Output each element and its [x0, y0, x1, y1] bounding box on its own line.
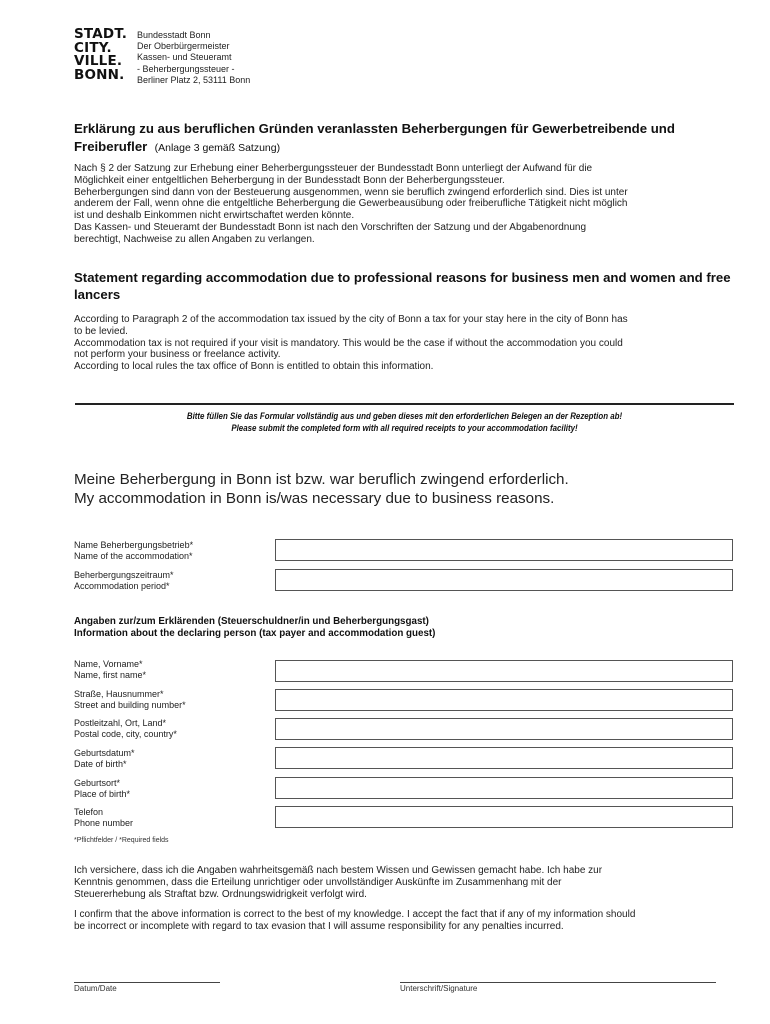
label-english: Street and building number* — [74, 699, 186, 710]
label-german: Straße, Hausnummer* — [74, 689, 164, 699]
address-line: - Beherbergungssteuer - — [137, 63, 235, 74]
english-intro-line: According to local rules the tax office of Bonn is entitled to obtain this information. — [74, 361, 434, 373]
label-german: Name, Vorname* — [74, 659, 143, 669]
date-of-birth-label — [74, 748, 135, 769]
label-english: Date of birth* — [74, 758, 127, 769]
city-logo — [74, 28, 127, 82]
confirmation-german — [74, 865, 602, 901]
label-german: Telefon — [74, 807, 104, 817]
german-intro-line: ist und deshalb Einkommen nicht erwirtschaftet werden könnte. — [74, 210, 355, 222]
confirmation-german-line: Steuererhebung als Straftat bzw. Ordnungswidrigkeit verfolgt wird. — [74, 889, 367, 900]
label-german: Name Beherbergungsbetrieb* — [74, 540, 194, 550]
sender-address — [137, 30, 250, 86]
postal-code-label — [74, 718, 177, 739]
confirmation-english — [74, 909, 635, 933]
section-divider — [75, 403, 734, 405]
name-label — [74, 659, 146, 680]
english-intro-line: not perform your business or freelance activity. — [74, 349, 281, 361]
label-english: Postal code, city, country* — [74, 728, 177, 739]
postal-code-input[interactable] — [275, 718, 733, 740]
signature-line[interactable] — [400, 982, 716, 983]
address-line: Der Oberbürgermeister — [137, 41, 230, 52]
label-english: Name, first name* — [74, 669, 147, 680]
person-heading-english: Information about the declaring person (tax payer and accommodation guest) — [74, 627, 436, 639]
address-line: Bundesstadt Bonn — [137, 30, 211, 40]
label-english: Name of the accommodation* — [74, 550, 193, 561]
label-german: Postleitzahl, Ort, Land* — [74, 718, 167, 728]
english-intro-line: to be levied. — [74, 325, 128, 337]
english-intro-line: According to Paragraph 2 of the accommodation tax issued by the city of Bonn a tax for your stay here in the city of Bonn has — [74, 314, 628, 325]
german-heading — [74, 120, 734, 157]
english-intro — [74, 314, 628, 373]
required-fields-note: *Pflichtfelder / *Required fields — [74, 837, 169, 844]
declaration-title-german: Meine Beherbergung in Bonn ist bzw. war beruflich zwingend erforderlich. — [74, 471, 569, 488]
address-line: Berliner Platz 2, 53111 Bonn — [137, 74, 251, 85]
date-of-birth-input[interactable] — [275, 747, 733, 769]
place-of-birth-input[interactable] — [275, 777, 733, 799]
address-line: Kassen- und Steueramt — [137, 52, 232, 63]
accommodation-period-label — [74, 570, 174, 591]
label-german: Beherbergungszeitraum* — [74, 570, 174, 580]
street-input[interactable] — [275, 689, 733, 711]
date-signature-line[interactable] — [74, 982, 220, 983]
submission-notice — [115, 410, 695, 434]
german-heading-text: Erklärung zu aus beruflichen Gründen veranlassten Beherbergungen für Gewerbetreibende und Freiberufler — [74, 121, 675, 154]
label-english: Accommodation period* — [74, 580, 170, 591]
german-intro — [74, 163, 628, 246]
english-intro-line: Accommodation tax is not required if your visit is mandatory. This would be the case if without the accommodation you could — [74, 337, 623, 349]
place-of-birth-label — [74, 778, 130, 799]
logo-line: VILLE. — [74, 53, 123, 69]
confirmation-english-line: I confirm that the above information is correct to the best of my knowledge. I accept the fact that if any of my information should — [74, 909, 636, 920]
name-input[interactable] — [275, 660, 733, 682]
confirmation-german-line: Kenntnis genommen, dass die Erteilung unrichtiger oder unvollständiger Auskünfte im Zusammenhang mit der — [74, 877, 562, 888]
street-label — [74, 689, 186, 710]
german-heading-subtitle: (Anlage 3 gemäß Satzung) — [154, 142, 281, 154]
label-english: Phone number — [74, 817, 134, 828]
confirmation-english-line: be incorrect or incomplete with regard to tax evasion that I will assume responsibility for any penalties incurred. — [74, 921, 564, 932]
declaration-title — [74, 470, 569, 508]
logo-line: CITY. — [74, 39, 112, 56]
label-english: Place of birth* — [74, 788, 131, 799]
label-german: Geburtsdatum* — [74, 748, 135, 758]
accommodation-name-label — [74, 540, 193, 561]
english-heading: Statement regarding accommodation due to professional reasons for business men and women and free lancers — [74, 270, 731, 302]
logo-line: STADT. — [74, 26, 128, 42]
german-intro-line: Nach § 2 der Satzung zur Erhebung einer Beherbergungssteuer der Bundesstadt Bonn unterliegt der Aufwand für die — [74, 163, 593, 174]
logo-line: BONN. — [74, 66, 125, 83]
notice-english: Please submit the completed form with all required receipts to your accommodation facility! — [231, 423, 578, 433]
german-intro-line: berechtigt, Nachweise zu allen Angaben zu verlangen. — [74, 233, 315, 245]
phone-input[interactable] — [275, 806, 733, 828]
notice-german: Bitte füllen Sie das Formular vollständig aus und geben dieses mit den erforderlichen Belegen an der Rezeption ab! — [186, 411, 623, 421]
german-intro-line: anderem der Fall, wenn ohne die entgeltliche Beherbergung die Gewerbeausübung oder freiberufliche Tätigkeit nicht möglich — [74, 198, 628, 210]
person-section-heading — [74, 616, 435, 639]
date-label: Datum/Date — [74, 984, 117, 993]
german-intro-line: Möglichkeit einer entgeltlichen Beherbergung in der Bundesstadt Bonn der Beherbergungssteuer. — [74, 174, 505, 186]
phone-label — [74, 807, 133, 828]
signature-label: Unterschrift/Signature — [400, 984, 478, 993]
accommodation-period-input[interactable] — [275, 569, 733, 591]
label-german: Geburtsort* — [74, 778, 121, 788]
declaration-title-english: My accommodation in Bonn is/was necessary due to business reasons. — [74, 490, 555, 507]
german-intro-line: Das Kassen- und Steueramt der Bundesstadt Bonn ist nach den Vorschriften der Satzung und der Abgabenordnung — [74, 221, 587, 233]
person-heading-german: Angaben zur/zum Erklärenden (Steuerschuldner/in und Beherbergungsgast) — [74, 616, 429, 627]
accommodation-name-input[interactable] — [275, 539, 733, 561]
confirmation-german-line: Ich versichere, dass ich die Angaben wahrheitsgemäß nach bestem Wissen und Gewissen gemacht habe. Ich habe zur — [74, 865, 603, 876]
german-intro-line: Beherbergungen sind dann von der Besteuerung ausgenommen, wenn sie beruflich zwingend erforderlich sind. Dies ist unter — [74, 186, 628, 198]
